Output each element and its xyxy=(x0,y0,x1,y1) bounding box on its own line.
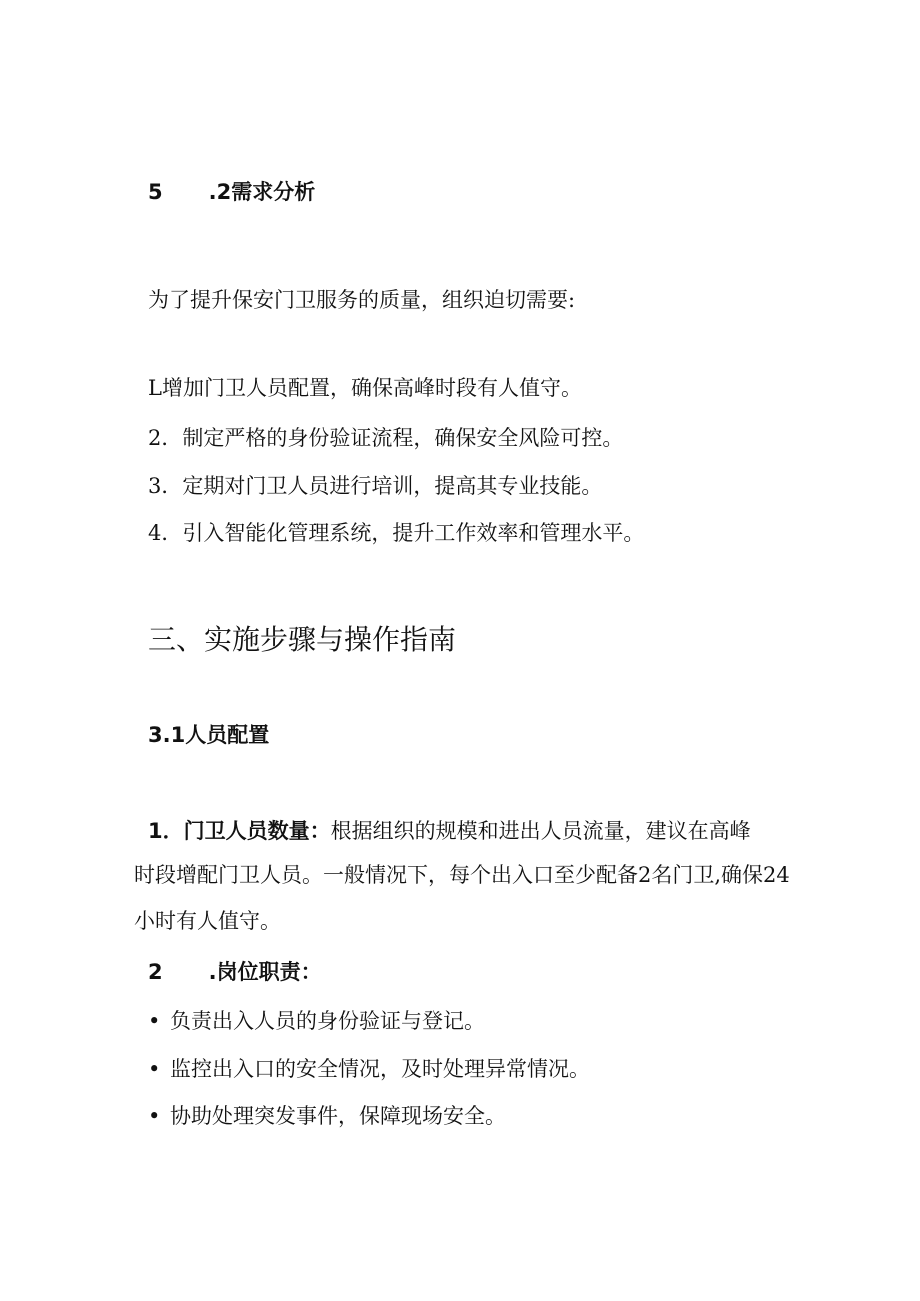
need-item-3: 3．定期对门卫人员进行培训，提高其专业技能。 xyxy=(148,474,603,498)
duties-heading xyxy=(148,957,322,987)
bullet-icon: • xyxy=(148,1104,161,1128)
staff-count-item xyxy=(148,816,751,846)
duties-label: .岗位职责： xyxy=(208,960,322,984)
duty-text: 协助处理突发事件，保障现场安全。 xyxy=(170,1104,506,1128)
section-heading-3-1: 3.1人员配置 xyxy=(148,723,270,747)
duty-item-3 xyxy=(148,1101,506,1131)
bullet-icon: • xyxy=(148,1057,161,1081)
bullet-icon: • xyxy=(148,1009,161,1033)
chapter-heading-3: 三、实施步骤与操作指南 xyxy=(148,623,457,656)
section-title: .2需求分析 xyxy=(208,180,316,204)
staff-count-text-line1: 根据组织的规模和进出人员流量，建议在高峰 xyxy=(330,819,751,843)
duty-text: 监控出入口的安全情况，及时处理异常情况。 xyxy=(170,1057,590,1081)
need-item-2: 2．制定严格的身份验证流程，确保安全风险可控。 xyxy=(148,426,624,450)
intro-paragraph: 为了提升保安门卫服务的质量，组织迫切需要: xyxy=(148,288,576,312)
duty-text: 负责出入人员的身份验证与登记。 xyxy=(170,1009,485,1033)
duty-item-2 xyxy=(148,1054,590,1084)
staff-count-text-line3: 小时有人值守。 xyxy=(134,909,281,933)
need-item-1: L增加门卫人员配置，确保高峰时段有人值守。 xyxy=(148,376,582,400)
staff-count-label: 1．门卫人员数量： xyxy=(148,819,331,843)
duty-item-1 xyxy=(148,1006,485,1036)
staff-count-text-line2: 时段增配门卫人员。一般情况下，每个出入口至少配备2名门卫,确保24 xyxy=(134,863,790,887)
section-heading-5-2 xyxy=(148,177,315,207)
need-item-4: 4．引入智能化管理系统，提升工作效率和管理水平。 xyxy=(148,521,645,545)
section-number: 5 xyxy=(148,180,163,204)
duties-number: 2 xyxy=(148,960,163,984)
